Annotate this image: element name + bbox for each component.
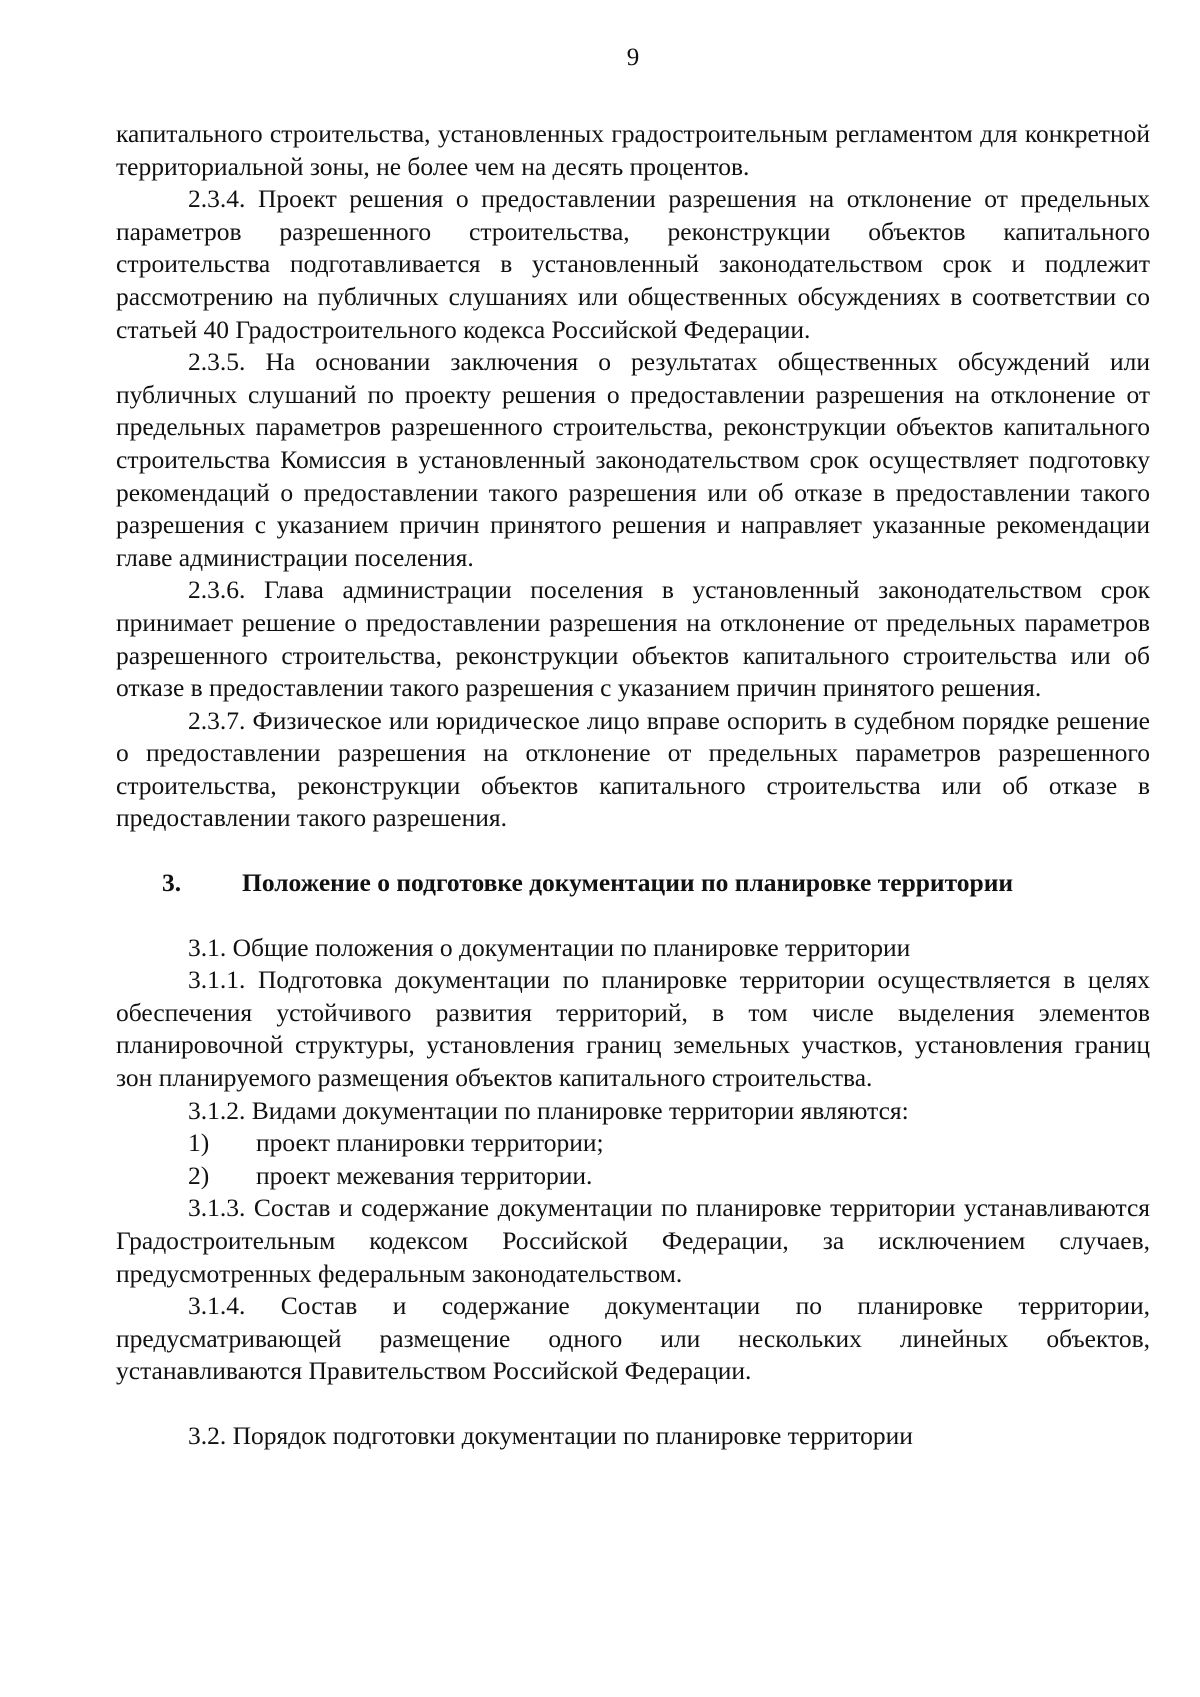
list-item-marker: 2) — [188, 1160, 210, 1190]
list-item-text: проект планировки территории; — [256, 1128, 604, 1158]
document-body — [116, 118, 1150, 1453]
paragraph-3-1-2: 3.1.2. Видами документации по планировке территории являются: — [188, 1095, 909, 1125]
paragraph-3-1-1: 3.1.1. Подготовка документации по планировке территории осуществляется в целях обеспечения устойчивого развития территорий, в том числе выделения элементов планировочной структуры, установления границ земельных участков, установления границ зон планируемого размещения объектов капитального строительства. — [116, 965, 1150, 1093]
section-3-heading — [116, 867, 1150, 900]
section-3-number: 3. — [162, 868, 182, 898]
spacer — [116, 1388, 1150, 1420]
list-item-text: проект межевания территории. — [256, 1160, 593, 1190]
paragraph-2-3-7: 2.3.7. Физическое или юридическое лицо вправе оспорить в судебном порядке решение о предоставлении разрешения на отклонение от предельных параметров разрешенного строительства, реконструкции объектов капитального строительства или об отказе в предоставлении такого разрешения. — [116, 705, 1150, 833]
page-number: 9 — [626, 44, 640, 71]
paragraph-3-1-4: 3.1.4. Состав и содержание документации по планировке территории, предусматривающей размещение одного или нескольких линейных объектов, устанавливаются Правительством Российской Федерации. — [116, 1291, 1150, 1386]
paragraph-2-3-6: 2.3.6. Глава администрации поселения в установленный законодательством срок принимает решение о предоставлении разрешения на отклонение от предельных параметров разрешенного строительства, реконструкции объектов капитального строительства или об отказе в предоставлении такого разрешения с указанием причин принятого решения. — [116, 575, 1150, 703]
subsection-3-2-title: 3.2. Порядок подготовки документации по планировке территории — [188, 1420, 913, 1450]
section-3-title: Положение о подготовке документации по планировке территории — [242, 868, 1014, 898]
subsection-3-1-title: 3.1. Общие положения о документации по планировке территории — [188, 932, 911, 962]
paragraph-2-3-5: 2.3.5. На основании заключения о результатах общественных обсуждений или публичных слушаний по проекту решения о предоставлении разрешения на отклонение от предельных параметров разрешенного строительства, реконструкции объектов капитального строительства Комиссия в установленный законодательством срок осуществляет подготовку рекомендаций о предоставлении такого разрешения или об отказе в предоставлении такого разрешения с указанием причин принятого решения и направляет указанные рекомендации главе администрации поселения. — [116, 347, 1150, 572]
list-item-marker: 1) — [188, 1128, 210, 1158]
paragraph-continuation: капитального строительства, установленных градостроительным регламентом для конкретной территориальной зоны, не более чем на десять процентов. — [116, 119, 1150, 181]
list-item — [116, 1127, 1150, 1160]
paragraph-2-3-4: 2.3.4. Проект решения о предоставлении разрешения на отклонение от предельных параметров разрешенного строительства, реконструкции объектов капитального строительства подготавливается в установленный законодательством срок и подлежит рассмотрению на публичных слушаниях или общественных обсуждениях в соответствии со статьей 40 Градостроительного кодекса Российской Федерации. — [116, 184, 1150, 344]
list-item — [116, 1160, 1150, 1193]
paragraph-3-1-3: 3.1.3. Состав и содержание документации по планировке территории устанавливаются Градостроительным кодексом Российской Федерации, за исключением случаев, предусмотренных федеральным законодательством. — [116, 1193, 1150, 1288]
